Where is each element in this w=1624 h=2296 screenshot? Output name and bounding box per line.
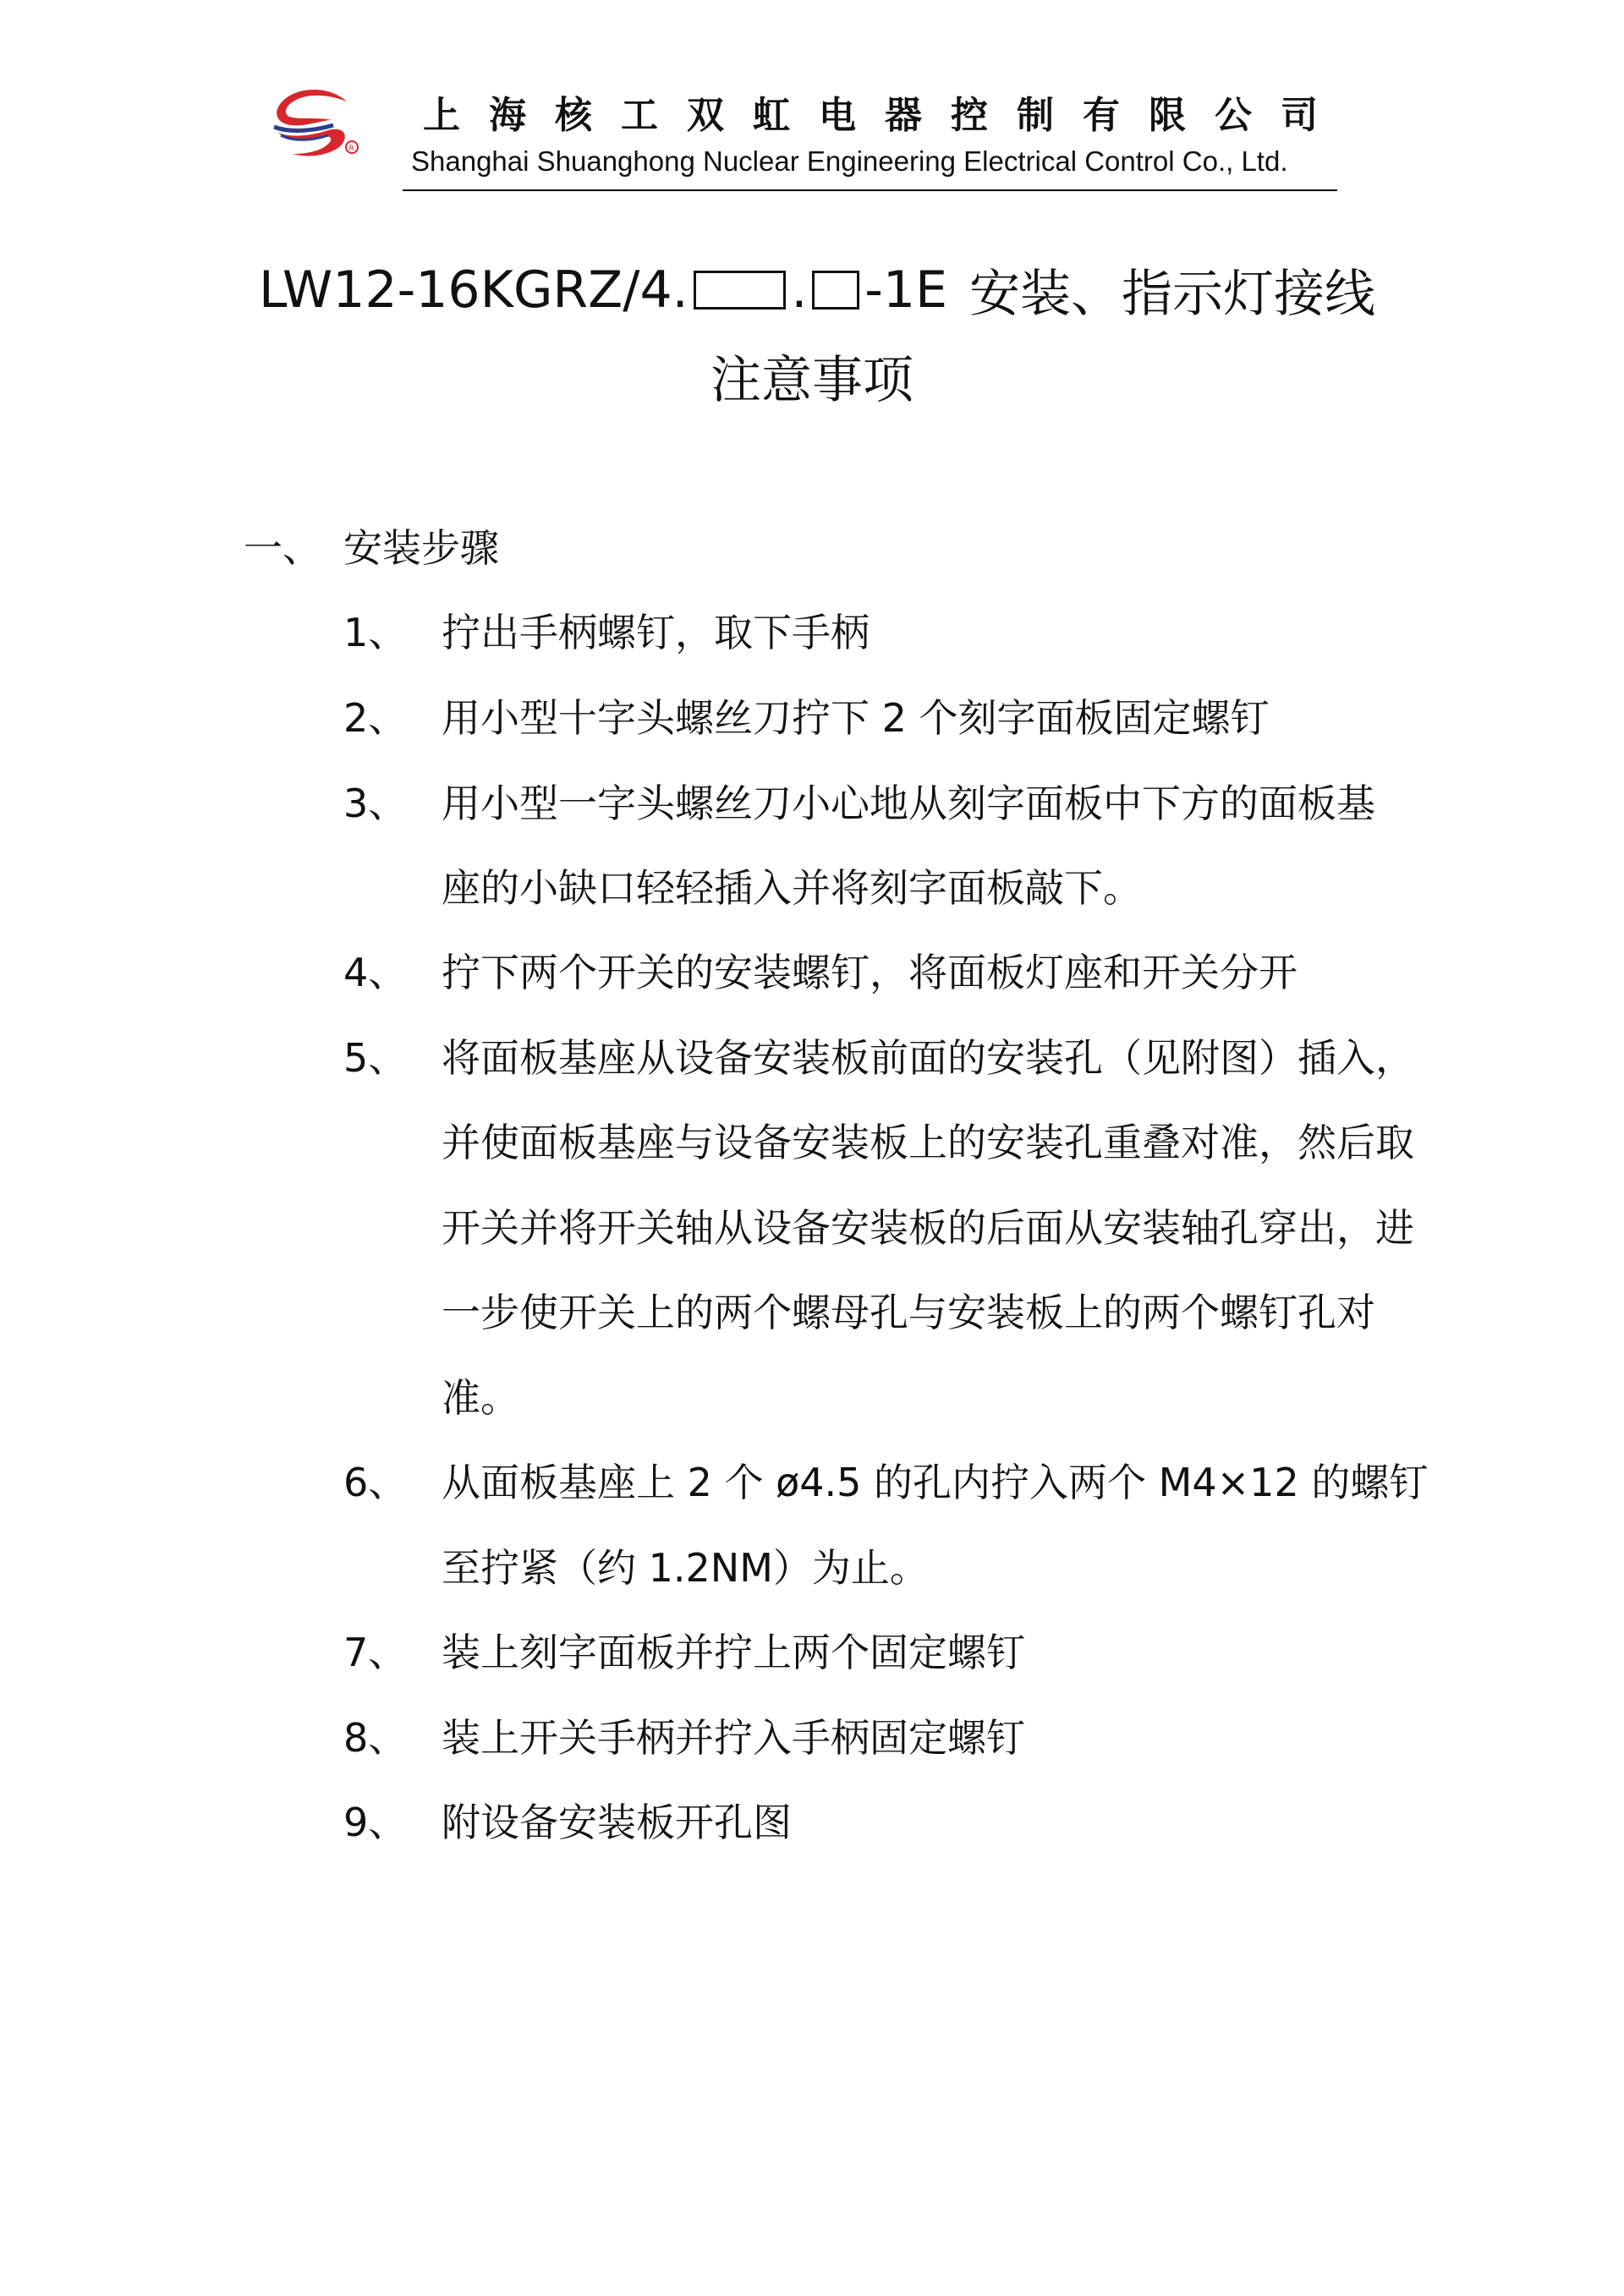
step-text: 用小型一字头螺丝刀小心地从刻字面板中下方的面板基 xyxy=(442,781,1375,826)
blank-box-wide xyxy=(694,271,787,310)
title-part-suffix: -1E xyxy=(864,260,947,320)
section-number: 一、 xyxy=(244,525,321,571)
step-number: 5、 xyxy=(343,1035,408,1081)
step-text: 一步使开关上的两个螺母孔与安装板上的两个螺钉孔对 xyxy=(442,1290,1375,1335)
step-number: 6、 xyxy=(343,1460,408,1505)
step-text: 拧下两个开关的安装螺钉，将面板灯座和开关分开 xyxy=(442,950,1298,995)
company-logo-icon xyxy=(269,83,362,161)
step-number: 8、 xyxy=(343,1715,408,1761)
step-text: 准。 xyxy=(442,1375,519,1421)
step-number: 3、 xyxy=(343,781,408,826)
blank-box-small xyxy=(812,271,859,310)
step-number: 4、 xyxy=(343,950,408,995)
title-subject: 安装、指示灯接线 xyxy=(969,265,1375,324)
document-title xyxy=(259,254,1375,326)
step-number: 1、 xyxy=(343,610,408,655)
section-heading xyxy=(244,518,499,573)
step-text: 从面板基座上 2 个 ø4.5 的孔内拧入两个 M4×12 的螺钉 xyxy=(442,1460,1429,1505)
company-name-cn: 上海核工双虹电器控制有限公司 xyxy=(423,94,1347,137)
svg-text:R: R xyxy=(348,145,354,153)
step-text: 装上开关手柄并拧入手柄固定螺钉 xyxy=(442,1715,1025,1761)
title-part-prefix: LW12-16KGRZ/4. xyxy=(259,260,689,320)
step-number: 7、 xyxy=(343,1630,408,1675)
step-text: 用小型十字头螺丝刀拧下 2 个刻字面板固定螺钉 xyxy=(442,695,1270,741)
title-dot: . xyxy=(791,260,808,320)
step-number: 9、 xyxy=(343,1800,408,1845)
step-text: 开关并将开关轴从设备安装板的后面从安装轴孔穿出，进 xyxy=(442,1205,1414,1251)
step-text: 将面板基座从设备安装板前面的安装孔（见附图）插入， xyxy=(442,1035,1414,1081)
step-text: 座的小缺口轻轻插入并将刻字面板敲下。 xyxy=(442,865,1142,911)
section-title: 安装步骤 xyxy=(343,525,499,571)
header-divider xyxy=(403,189,1337,191)
document-subtitle: 注意事项 xyxy=(710,351,914,410)
step-text: 并使面板基座与设备安装板上的安装孔重叠对准，然后取 xyxy=(442,1120,1414,1165)
step-text: 附设备安装板开孔图 xyxy=(442,1800,792,1845)
step-text: 拧出手柄螺钉，取下手柄 xyxy=(442,610,870,655)
step-text: 装上刻字面板并拧上两个固定螺钉 xyxy=(442,1630,1025,1675)
company-name-en: Shanghai Shuanghong Nuclear Engineering Electrical Control Co., Ltd. xyxy=(411,145,1288,177)
step-number: 2、 xyxy=(343,695,408,741)
step-text: 至拧紧（约 1.2NM）为止。 xyxy=(442,1545,929,1591)
